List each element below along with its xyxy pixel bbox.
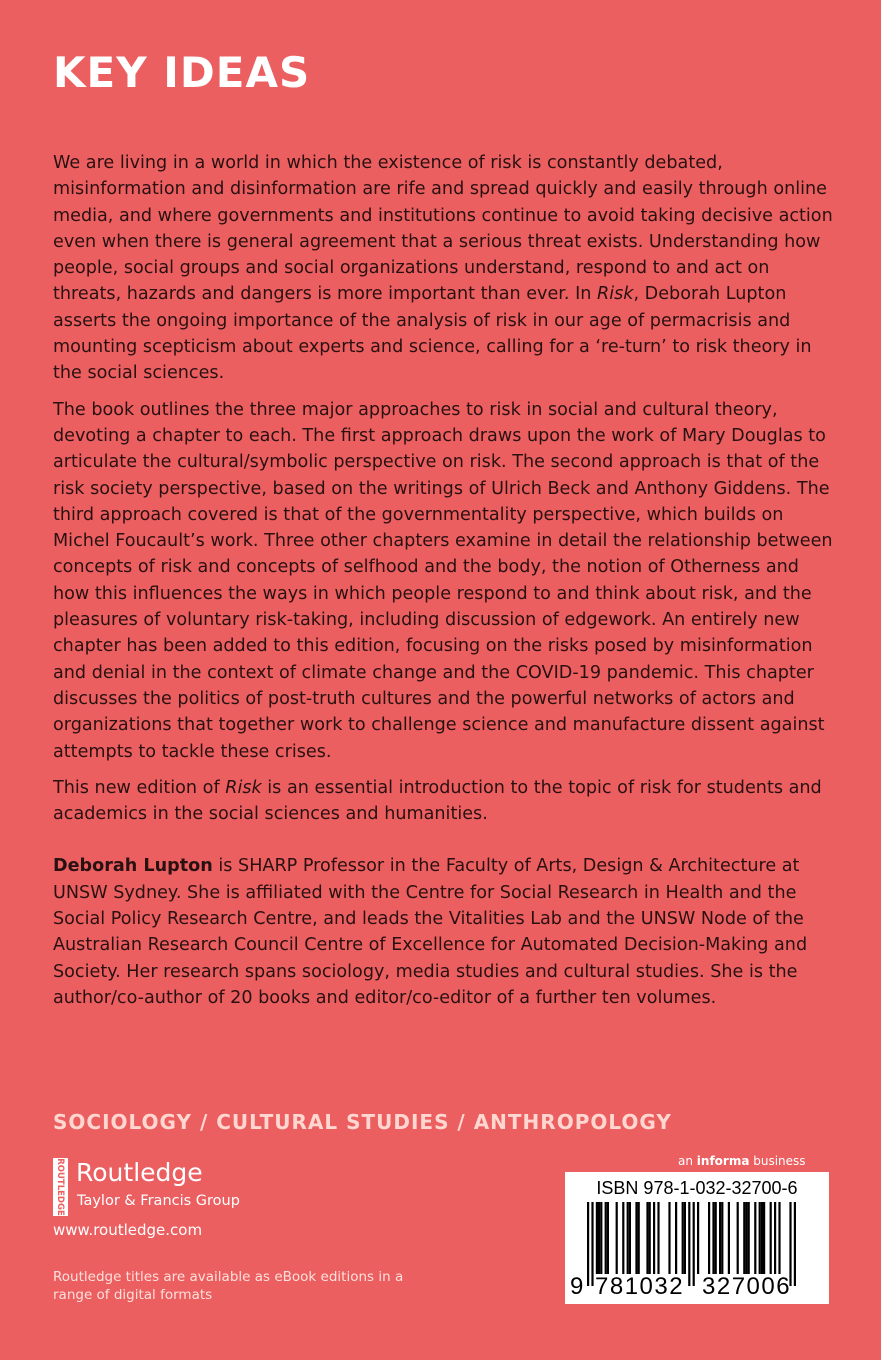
barcode-bar [721, 1202, 723, 1274]
barcode-bar [607, 1202, 609, 1274]
barcode-bar [657, 1202, 659, 1274]
routledge-mark-text: ROUTLEDGE [55, 1158, 65, 1216]
barcode-bar [761, 1202, 763, 1274]
blurb-paragraph-3: This new edition of Risk is an essential introduction to the topic of risk for students and academics in the social sciences and humanities. [53, 777, 822, 825]
barcode-bar [697, 1202, 699, 1274]
barcode-bar [675, 1202, 677, 1274]
barcode-bar [737, 1202, 739, 1274]
barcode-bar [684, 1202, 686, 1274]
informa-brand: informa [696, 1154, 750, 1168]
book-title-italic: Risk [597, 284, 634, 305]
blurb-paragraph-2: The book outlines the three major approaches to risk in social and cultural theory, devoting a chapter to each. The first approach draws upon the work of Mary Douglas to articulate the cultural/symbolic perspective on risk. The second approach is that of the risk society perspective, based on the writings of Ulrich Beck and Anthony Giddens. The third approach covered is that of the governmentality perspective, which builds on Michel Foucault’s work. Three other chapters examine in detail the relationship between concepts of risk and concepts of selfhood and the body, the notion of Otherness and how this influences the ways in which people respond to and think about risk, and the pleasures of voluntary risk-taking, including discussion of edgework. An entirely new chapter has been added to this edition, focusing on the risks posed by misinformation and denial in the context of climate change and the COVID-19 pandemic. This chapter discusses the politics of post-truth cultures and the powerful networks of actors and organizations that together work to challenge science and manufacture dissent against attempts to tackle these crises. [53, 399, 833, 762]
barcode-bar [778, 1202, 780, 1274]
barcode-bar [759, 1202, 761, 1274]
series-title: KEY IDEAS [53, 48, 311, 97]
author-bio: Deborah Lupton is SHARP Professor in the Faculty of Arts, Design & Architecture at UNSW Sydney. She is affiliated with the Centre for Social Research in Health and the Social Policy Research Centre, and leads the Vitalities Lab and the UNSW Node of the Australian Research Council Centre of Excellence for Automated Decision-Making and Society. Her research spans sociology, media studies and cultural studies. She is the author/co-author of 20 books and editor/co-editor of a further ten volumes. [53, 856, 808, 1008]
barcode-bar [748, 1202, 750, 1274]
author-name: Deborah Lupton [53, 856, 213, 877]
barcode-bar [646, 1202, 648, 1274]
barcode-bar [682, 1202, 684, 1274]
barcode-bar [596, 1202, 598, 1274]
subject-categories: SOCIOLOGY / CULTURAL STUDIES / ANTHROPOLOGY [53, 1110, 672, 1134]
back-cover-blurb [53, 150, 839, 1021]
barcode-bar [600, 1202, 602, 1274]
isbn-label: ISBN 978-1-032-32700-6 [596, 1178, 798, 1198]
barcode-first-digit: 9 [570, 1273, 584, 1300]
barcode-digits [565, 1273, 829, 1299]
barcode-bar [763, 1202, 765, 1274]
book-title-italic: Risk [225, 777, 262, 798]
barcode-bar [743, 1202, 745, 1274]
barcode-bar [616, 1202, 618, 1274]
barcode-bar [754, 1202, 756, 1274]
barcode-bar [770, 1202, 772, 1274]
publisher-name: Routledge [76, 1158, 203, 1187]
barcode-bar [745, 1202, 747, 1274]
publisher-logo [53, 1158, 353, 1218]
barcode-bar [622, 1202, 624, 1274]
barcode-bar [635, 1202, 637, 1274]
barcode-bar [712, 1202, 714, 1274]
ebook-note: Routledge titles are available as eBook editions in a range of digital formats [53, 1269, 404, 1303]
barcode-bar [649, 1202, 651, 1274]
informa-business-tag: an informa business [678, 1154, 806, 1168]
publisher-group: Taylor & Francis Group [77, 1193, 240, 1209]
barcode-bar [627, 1202, 629, 1274]
barcode-right-digits: 327006 [702, 1273, 792, 1300]
barcode-bar [605, 1202, 607, 1274]
barcode-left-digits: 781032 [595, 1273, 685, 1300]
isbn-barcode [565, 1172, 829, 1304]
barcode-bar [774, 1202, 776, 1274]
barcode-bar [719, 1202, 721, 1274]
barcode-bar [728, 1202, 730, 1274]
barcode-bar [715, 1202, 717, 1274]
publisher-url[interactable]: www.routledge.com [53, 1221, 203, 1239]
blurb-paragraph-1: We are living in a world in which the existence of risk is constantly debated, misinformation and disinformation are rife and spread quickly and easily through online media, and where governments and institutions continue to avoid taking decisive action even when there is general agreement that a serious threat exists. Understanding how people, social groups and social organizations understand, respond to and act on threats, hazards and dangers is more important than ever. In Risk, Deborah Lupton asserts the ongoing importance of the analysis of risk in our age of permacrisis and mounting scepticism about experts and science, calling for a ‘re-turn’ to risk theory in the social sciences. [53, 153, 833, 384]
barcode-bar [668, 1202, 670, 1274]
barcode-bar [653, 1202, 655, 1274]
barcode-bar [598, 1202, 600, 1274]
barcode-bar [629, 1202, 631, 1274]
barcode-bar [638, 1202, 640, 1274]
barcode-bar [708, 1202, 710, 1274]
routledge-mark-icon [53, 1158, 68, 1216]
